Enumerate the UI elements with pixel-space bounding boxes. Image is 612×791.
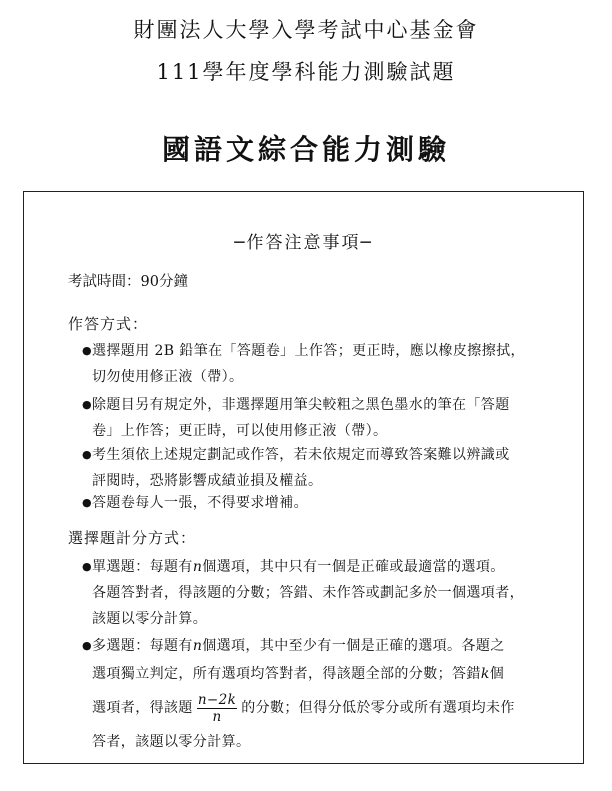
list-item bbox=[82, 490, 574, 516]
answer-method-title: 作答方式： bbox=[68, 315, 149, 333]
notice-title: ─作答注意事項─ bbox=[234, 233, 373, 253]
item-line: 切勿使用修正液（帶）。 bbox=[92, 369, 244, 385]
item-line: 卷」上作答；更正時，可以使用修正液（帶）。 bbox=[92, 423, 388, 439]
list-item bbox=[82, 338, 574, 390]
var-n: n bbox=[192, 559, 203, 575]
exam-time: 考試時間：90分鐘 bbox=[68, 274, 188, 290]
item-line bbox=[92, 554, 574, 580]
item-line: 除題目另有規定外，非選擇題用筆尖較粗之黑色墨水的筆在「答題 bbox=[92, 397, 510, 413]
scoring-title: 選擇題計分方式： bbox=[68, 529, 197, 547]
bullet-icon: ● bbox=[82, 496, 92, 509]
item-line: 考生須依上述規定劃記或作答，若未依規定而導致答案難以辨識或 bbox=[92, 447, 510, 463]
bullet-icon: ● bbox=[82, 344, 92, 357]
bullet-icon: ● bbox=[82, 560, 92, 573]
item-line: 答者，該題以零分計算。 bbox=[92, 734, 251, 750]
var-k: k bbox=[480, 666, 490, 682]
text-segment: 個選項，其中只有一個是正確或最適當的選項。 bbox=[202, 559, 505, 575]
single-choice-rule bbox=[82, 554, 574, 632]
item-line bbox=[92, 660, 574, 688]
item-line bbox=[92, 688, 574, 728]
list-item bbox=[82, 392, 574, 444]
fraction-denominator: n bbox=[212, 708, 222, 725]
text-segment: 選項獨立判定，所有選項均答對者，得該題全部的分數；答錯 bbox=[92, 666, 481, 682]
fraction bbox=[197, 692, 237, 725]
bullet-icon: ● bbox=[82, 448, 92, 461]
text-segment: 個 bbox=[489, 666, 505, 682]
text-segment: 多選題：每題有 bbox=[92, 638, 193, 654]
subject-title: 國語文綜合能力測驗 bbox=[161, 133, 450, 166]
item-line bbox=[92, 632, 574, 660]
fraction-numerator: n−2k bbox=[197, 691, 237, 708]
notice-box bbox=[23, 191, 584, 764]
item-line: 該題以零分計算。 bbox=[92, 611, 208, 627]
item-line: 答題卷每人一張，不得要求增補。 bbox=[92, 495, 308, 511]
bullet-icon: ● bbox=[82, 639, 92, 652]
text-segment: 選項者，得該題 bbox=[92, 700, 193, 716]
var-n: n bbox=[192, 638, 203, 654]
text-segment: 的分數；但得分低於零分或所有選項均未作 bbox=[241, 700, 515, 716]
item-line: 評閱時，恐將影響成績並損及權益。 bbox=[92, 473, 323, 489]
bullet-icon: ● bbox=[82, 398, 92, 411]
text-segment: 單選題：每題有 bbox=[92, 559, 193, 575]
item-line: 選擇題用 2B 鉛筆在「答題卷」上作答；更正時，應以橡皮擦擦拭， bbox=[92, 343, 525, 359]
org-title: 財團法人大學入學考試中心基金會 bbox=[133, 18, 479, 42]
list-item bbox=[82, 442, 574, 494]
multi-choice-rule bbox=[82, 632, 574, 756]
text-segment: 個選項，其中至少有一個是正確的選項。各題之 bbox=[202, 638, 505, 654]
exam-title: 111學年度學科能力測驗試題 bbox=[156, 60, 456, 84]
item-line: 各題答對者，得該題的分數；答錯、未作答或劃記多於一個選項者， bbox=[92, 585, 524, 601]
